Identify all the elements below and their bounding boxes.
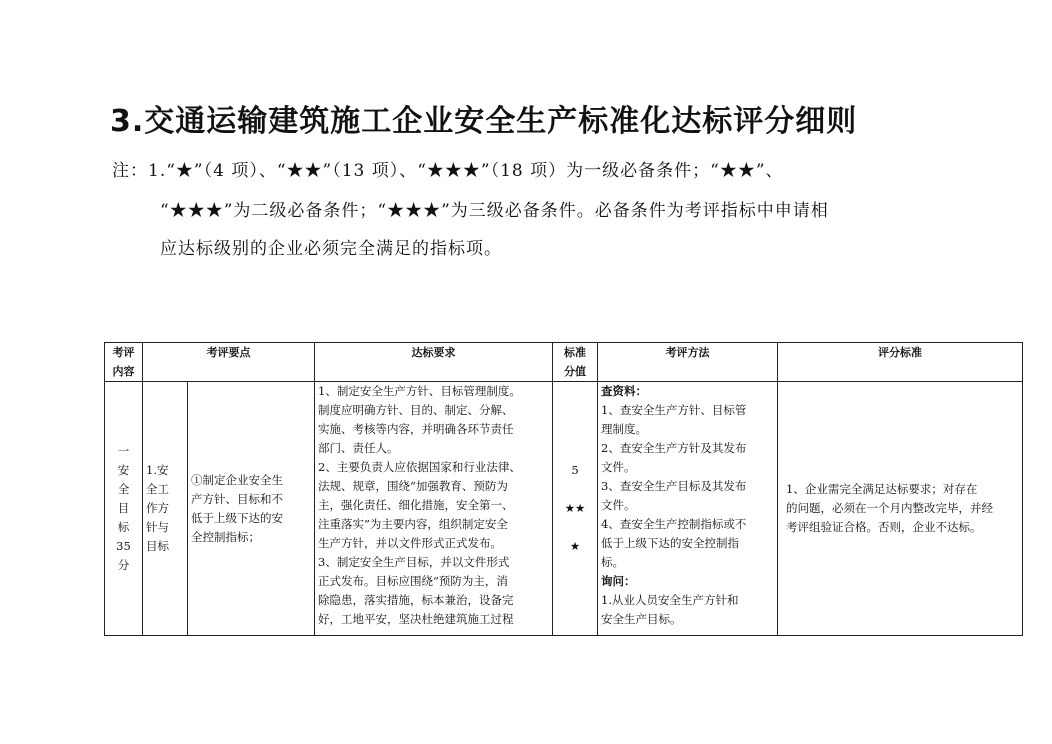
- scoring-table: [104, 342, 1023, 636]
- header-requirements: 达标要求: [315, 343, 553, 382]
- content-cell: 一 安 全 目 标 35 分: [105, 382, 143, 636]
- note-line-2: “★★★”为二级必备条件；“★★★”为三级必备条件。必备条件为考评指标中申请相: [160, 201, 829, 221]
- table-row: [105, 382, 1023, 636]
- header-points: 考评要点: [143, 343, 315, 382]
- stars-level-1: ★: [569, 539, 581, 553]
- sub-item-cell: 1.安 全工 作方 针与 目标: [143, 382, 188, 636]
- header-method: 考评方法: [598, 343, 778, 382]
- score-cell: [553, 382, 598, 636]
- document-title: 3.交通运输建筑施工企业安全生产标准化达标评分细则: [110, 104, 858, 139]
- score-value: 5: [571, 463, 579, 477]
- table-header-row: [105, 343, 1023, 382]
- method-cell: 查资料： 1、查安全生产方针、目标管 理制度。 2、查安全生产方针及其发布 文件。 3、查安全生产目标及其发布 文件。 4、查安全生产控制指标或不 低于上级下达的安全控制指 标。 询问： 1.从业人员安全生产方针和 安全生产目标。: [598, 382, 778, 636]
- header-criteria: 评分标准: [778, 343, 1023, 382]
- note-line-1: 注：1.“★”（4 项）、“★★”（13 项）、“★★★”（18 项）为一级必备条件；“★★”、: [112, 161, 784, 181]
- header-score: 标准 分值: [553, 343, 598, 382]
- header-content: 考评 内容: [105, 343, 143, 382]
- criteria-cell: 1、企业需完全满足达标要求；对存在 的问题，必须在一个月内整改完毕，并经 考评组验证合格。否则，企业不达标。: [778, 382, 1023, 636]
- note-line-3: 应达标级别的企业必须完全满足的指标项。: [160, 239, 502, 259]
- requirements-cell: 1、制定安全生产方针、目标管理制度。 制度应明确方针、目的、制定、分解、 实施、考核等内容，并明确各环节责任 部门、责任人。 2、主要负责人应依据国家和行业法律、 法规、规章，围绕“加强教育、预防为 主，强化责任、细化措施，安全第一、 注重落实”为主要内容，组织制定安全 生产方针，并以文件形式正式发布。 3、制定安全生产目标，并以文件形式 正式发布。目标应围绕“预防为主，消 除隐患，落实措施，标本兼治，设备完 好，工地平安，坚决杜绝建筑施工过程: [315, 382, 553, 636]
- stars-level-2: ★★: [564, 501, 586, 515]
- point-cell: ①制定企业安全生 产方针、目标和不 低于上级下达的安 全控制指标；: [188, 382, 315, 636]
